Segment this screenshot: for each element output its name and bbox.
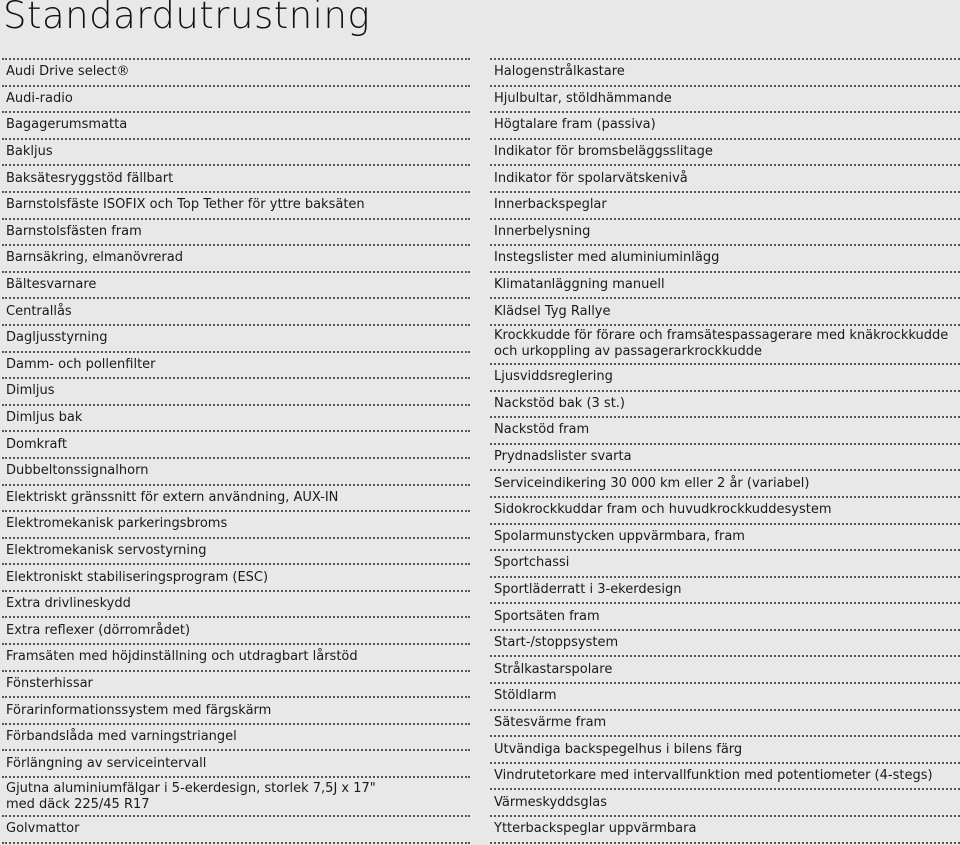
equipment-item-label: Ytterbackspeglar uppvärmbara xyxy=(494,821,697,837)
equipment-item-label: Extra reflexer (dörrområdet) xyxy=(6,622,191,638)
equipment-item xyxy=(490,737,960,764)
equipment-item xyxy=(490,684,960,711)
equipment-item xyxy=(490,140,960,167)
equipment-item xyxy=(2,698,470,725)
equipment-item xyxy=(490,790,960,817)
equipment-item-label: Sidokrockkuddar fram och huvudkrockkuddesystem xyxy=(494,502,832,518)
equipment-item-label: Bältesvarnare xyxy=(6,277,97,293)
equipment-item-label: Sportläderratt i 3-ekerdesign xyxy=(494,581,682,597)
equipment-item-label: Damm- och pollenfilter xyxy=(6,356,156,372)
equipment-item-label: Spolarmunstycken uppvärmbara, fram xyxy=(494,528,745,544)
equipment-item-label: Innerbelysning xyxy=(494,223,591,239)
equipment-item xyxy=(490,631,960,658)
equipment-item xyxy=(490,273,960,300)
equipment-item-label: Indikator för spolarvätskenivå xyxy=(494,170,688,186)
equipment-item xyxy=(490,326,960,365)
equipment-item xyxy=(490,246,960,273)
equipment-item xyxy=(490,817,960,844)
equipment-item-label: Golvmattor xyxy=(6,821,80,837)
equipment-item-label: Klädsel Tyg Rallye xyxy=(494,303,611,319)
equipment-item-label: Audi-radio xyxy=(6,90,73,106)
equipment-item-label: Förlängning av serviceintervall xyxy=(6,755,207,771)
equipment-item-label: Bakljus xyxy=(6,144,53,160)
equipment-item xyxy=(490,604,960,631)
equipment-item xyxy=(2,379,470,406)
equipment-item-label: Förarinformationssystem med färgskärm xyxy=(6,702,272,718)
equipment-item-label: Centrallås xyxy=(6,303,72,319)
equipment-item-label: Baksätesryggstöd fällbart xyxy=(6,170,174,186)
equipment-item xyxy=(490,60,960,87)
equipment-item-label: Utvändiga backspegelhus i bilens färg xyxy=(494,741,743,757)
equipment-item xyxy=(490,392,960,419)
equipment-item-label: Barnsäkring, elmanövrerad xyxy=(6,250,183,266)
equipment-item-label: Indikator för bromsbeläggsslitage xyxy=(494,144,713,160)
equipment-item xyxy=(2,193,470,220)
equipment-item xyxy=(490,220,960,247)
equipment-item-label: Nackstöd bak (3 st.) xyxy=(494,395,626,411)
equipment-item xyxy=(490,471,960,498)
equipment-item xyxy=(2,140,470,167)
equipment-item xyxy=(2,353,470,380)
equipment-item-label: Start-/stoppsystem xyxy=(494,635,619,651)
equipment-item xyxy=(2,778,470,817)
equipment-item-label: Audi Drive select® xyxy=(6,64,130,80)
equipment-item xyxy=(2,406,470,433)
equipment-item-label: Extra drivlineskydd xyxy=(6,596,131,612)
equipment-item-label: Strålkastarspolare xyxy=(494,661,613,677)
equipment-item-label: Prydnadslister svarta xyxy=(494,449,632,465)
equipment-item-label: Nackstöd fram xyxy=(494,422,590,438)
equipment-item-label: Barnstolsfäste ISOFIX och Top Tether för yttre baksäten xyxy=(6,197,365,213)
equipment-item-label: Sportsäten fram xyxy=(494,608,600,624)
equipment-item xyxy=(490,193,960,220)
equipment-item xyxy=(490,299,960,326)
equipment-item xyxy=(2,725,470,752)
equipment-item-label: Dimljus bak xyxy=(6,410,83,426)
equipment-item xyxy=(2,299,470,326)
equipment-item-label: Elektromekanisk servostyrning xyxy=(6,542,207,558)
equipment-item xyxy=(490,445,960,472)
equipment-item-label: Halogenstrålkastare xyxy=(494,64,625,80)
equipment-item-label: Krockkudde för förare och framsätespassagerare med knäkrockkudde och urkoppling av passagerarkrockkudde xyxy=(494,328,949,360)
equipment-item xyxy=(2,817,470,844)
equipment-item-label: Dimljus xyxy=(6,383,55,399)
equipment-item xyxy=(490,166,960,193)
equipment-item xyxy=(2,60,470,87)
equipment-item-label: Dubbeltonssignalhorn xyxy=(6,463,149,479)
equipment-item xyxy=(490,365,960,392)
equipment-item-label: Elektromekanisk parkeringsbroms xyxy=(6,516,228,532)
equipment-item-label: Elektriskt gränssnitt för extern användning, AUX-IN xyxy=(6,489,339,505)
equipment-item xyxy=(2,87,470,114)
equipment-item xyxy=(490,525,960,552)
equipment-item-label: Innerbackspeglar xyxy=(494,197,607,213)
equipment-item xyxy=(490,113,960,140)
equipment-item xyxy=(2,220,470,247)
equipment-item xyxy=(2,645,470,672)
equipment-item xyxy=(490,418,960,445)
equipment-item-label: Stöldlarm xyxy=(494,688,557,704)
equipment-item-label: Sportchassi xyxy=(494,555,570,571)
equipment-item xyxy=(2,246,470,273)
equipment-item xyxy=(2,592,470,619)
equipment-item-label: Framsäten med höjdinställning och utdragbart lårstöd xyxy=(6,649,358,665)
equipment-item-label: Elektroniskt stabiliseringsprogram (ESC) xyxy=(6,569,269,585)
equipment-item-label: Bagagerumsmatta xyxy=(6,117,128,133)
equipment-item xyxy=(490,657,960,684)
equipment-item-label: Hjulbultar, stöldhämmande xyxy=(494,90,672,106)
equipment-item xyxy=(2,512,470,539)
equipment-list-right xyxy=(490,58,960,844)
equipment-item xyxy=(490,711,960,738)
equipment-item xyxy=(2,432,470,459)
equipment-item-label: Högtalare fram (passiva) xyxy=(494,117,656,133)
equipment-item-label: Barnstolsfästen fram xyxy=(6,223,142,239)
equipment-item xyxy=(2,459,470,486)
equipment-item xyxy=(2,486,470,513)
equipment-list-left xyxy=(2,58,470,844)
equipment-item xyxy=(490,551,960,578)
equipment-item-label: Gjutna aluminiumfälgar i 5-ekerdesign, storlek 7,5J x 17" med däck 225/45 R17 xyxy=(6,780,376,812)
equipment-item-label: Vindrutetorkare med intervallfunktion med potentiometer (4-stegs) xyxy=(494,768,933,784)
equipment-item-label: Fönsterhissar xyxy=(6,675,93,691)
equipment-item xyxy=(2,273,470,300)
equipment-item xyxy=(490,498,960,525)
equipment-item xyxy=(490,764,960,791)
page-title: Standardutrustning xyxy=(3,0,371,37)
equipment-item-label: Domkraft xyxy=(6,436,67,452)
equipment-item xyxy=(2,166,470,193)
equipment-item xyxy=(490,87,960,114)
equipment-item-label: Dagljusstyrning xyxy=(6,330,108,346)
equipment-item-label: Klimatanläggning manuell xyxy=(494,277,665,293)
equipment-item xyxy=(2,113,470,140)
equipment-item xyxy=(2,326,470,353)
equipment-item xyxy=(2,672,470,699)
equipment-item xyxy=(490,578,960,605)
equipment-item-label: Serviceindikering 30 000 km eller 2 år (variabel) xyxy=(494,475,810,491)
equipment-item-label: Förbandslåda med varningstriangel xyxy=(6,729,237,745)
equipment-item-label: Ljusviddsreglering xyxy=(494,369,613,385)
equipment-item xyxy=(2,565,470,592)
equipment-item-label: Värmeskyddsglas xyxy=(494,794,608,810)
equipment-item xyxy=(2,539,470,566)
equipment-item-label: Sätesvärme fram xyxy=(494,714,607,730)
equipment-item xyxy=(2,751,470,778)
equipment-item xyxy=(2,618,470,645)
equipment-item-label: Instegslister med aluminiuminlägg xyxy=(494,250,720,266)
